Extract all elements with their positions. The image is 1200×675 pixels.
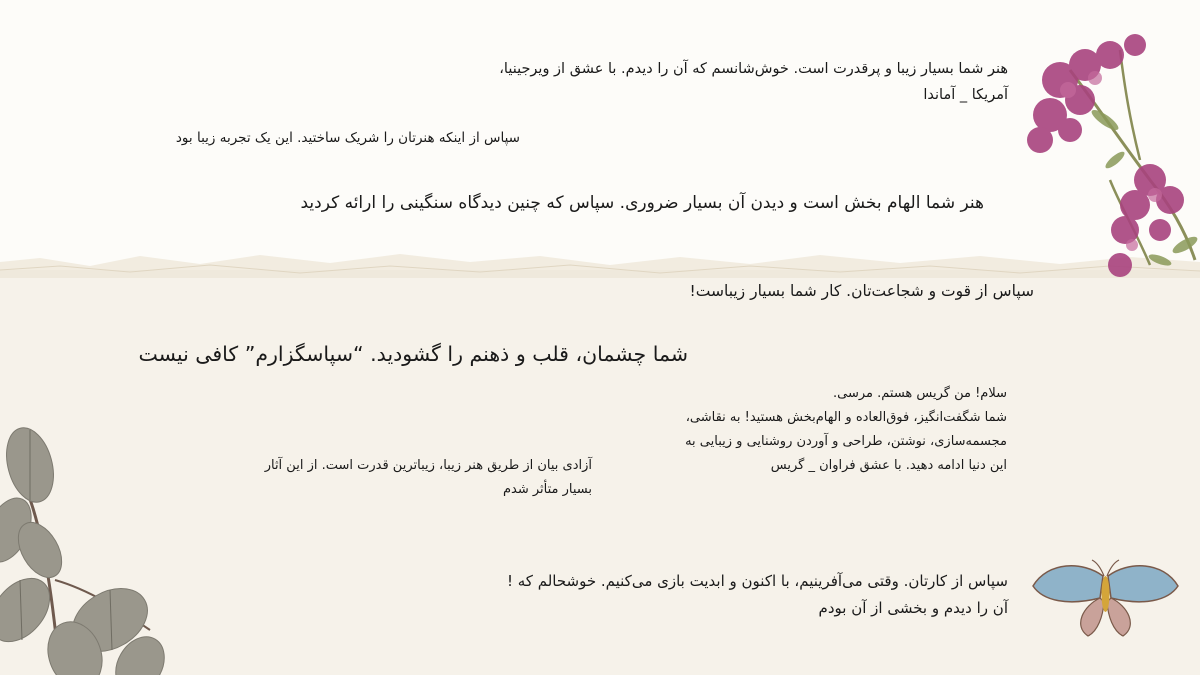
eucalyptus-leaves-icon <box>0 420 170 675</box>
note-line: مجسمه‌سازی، نوشتن، طراحی و آوردن روشنایی و زیبایی به <box>685 434 1007 449</box>
note-line: آن را دیدم و بخشی از آن بودم <box>818 599 1008 617</box>
note-line: هنر شما الهام بخش است و دیدن آن بسیار ضروری. سپاس که چنین دیدگاه سنگینی را ارائه کردید <box>300 193 984 213</box>
pressed-flower-icon <box>1010 30 1200 280</box>
moth-icon <box>1028 556 1183 641</box>
note-courage <box>690 279 1034 303</box>
note-line: این دنیا ادامه دهید. با عشق فراوان _ گریس <box>770 458 1007 473</box>
note-line: سپاس از قوت و شجاعت‌تان. کار شما بسیار زیباست! <box>689 282 1034 300</box>
note-line: سپاس از کارتان. وقتی می‌آفرینیم، با اکنون و ابدیت بازی می‌کنیم. خوشحالم که ! <box>506 572 1008 590</box>
note-line: شما شگفت‌انگیز، فوق‌العاده و الهام‌بخش هستید! به نقاشی، <box>685 410 1007 425</box>
note-inspiring <box>300 190 984 216</box>
note-line: سپاس از اینکه هنرتان را شریک ساختید. این یک تجربه زیبا بود <box>175 130 520 146</box>
note-sharing-thanks <box>176 127 520 149</box>
note-line: شما چشمان، قلب و ذهنم را گشودید. “سپاسگزارم” کافی نیست <box>138 342 688 366</box>
note-freedom-of-expression <box>265 454 592 502</box>
note-eternity <box>507 568 1008 622</box>
note-line: بسیار متأثر شدم <box>502 482 592 497</box>
note-line: آزادی بیان از طریق هنر زیبا، زیباترین قدرت است. از این آثار <box>264 458 592 473</box>
note-opened-eyes <box>138 338 688 370</box>
note-amanda <box>499 56 1008 108</box>
note-line: هنر شما بسیار زیبا و پرقدرت است. خوش‌شانسم که آن را دیدم. با عشق از ویرجینیا، <box>499 61 1008 77</box>
note-line: آمریکا _ آماندا <box>923 87 1008 103</box>
note-line: سلام! من گریس هستم. مرسی. <box>832 386 1007 401</box>
note-grace <box>685 382 1007 478</box>
